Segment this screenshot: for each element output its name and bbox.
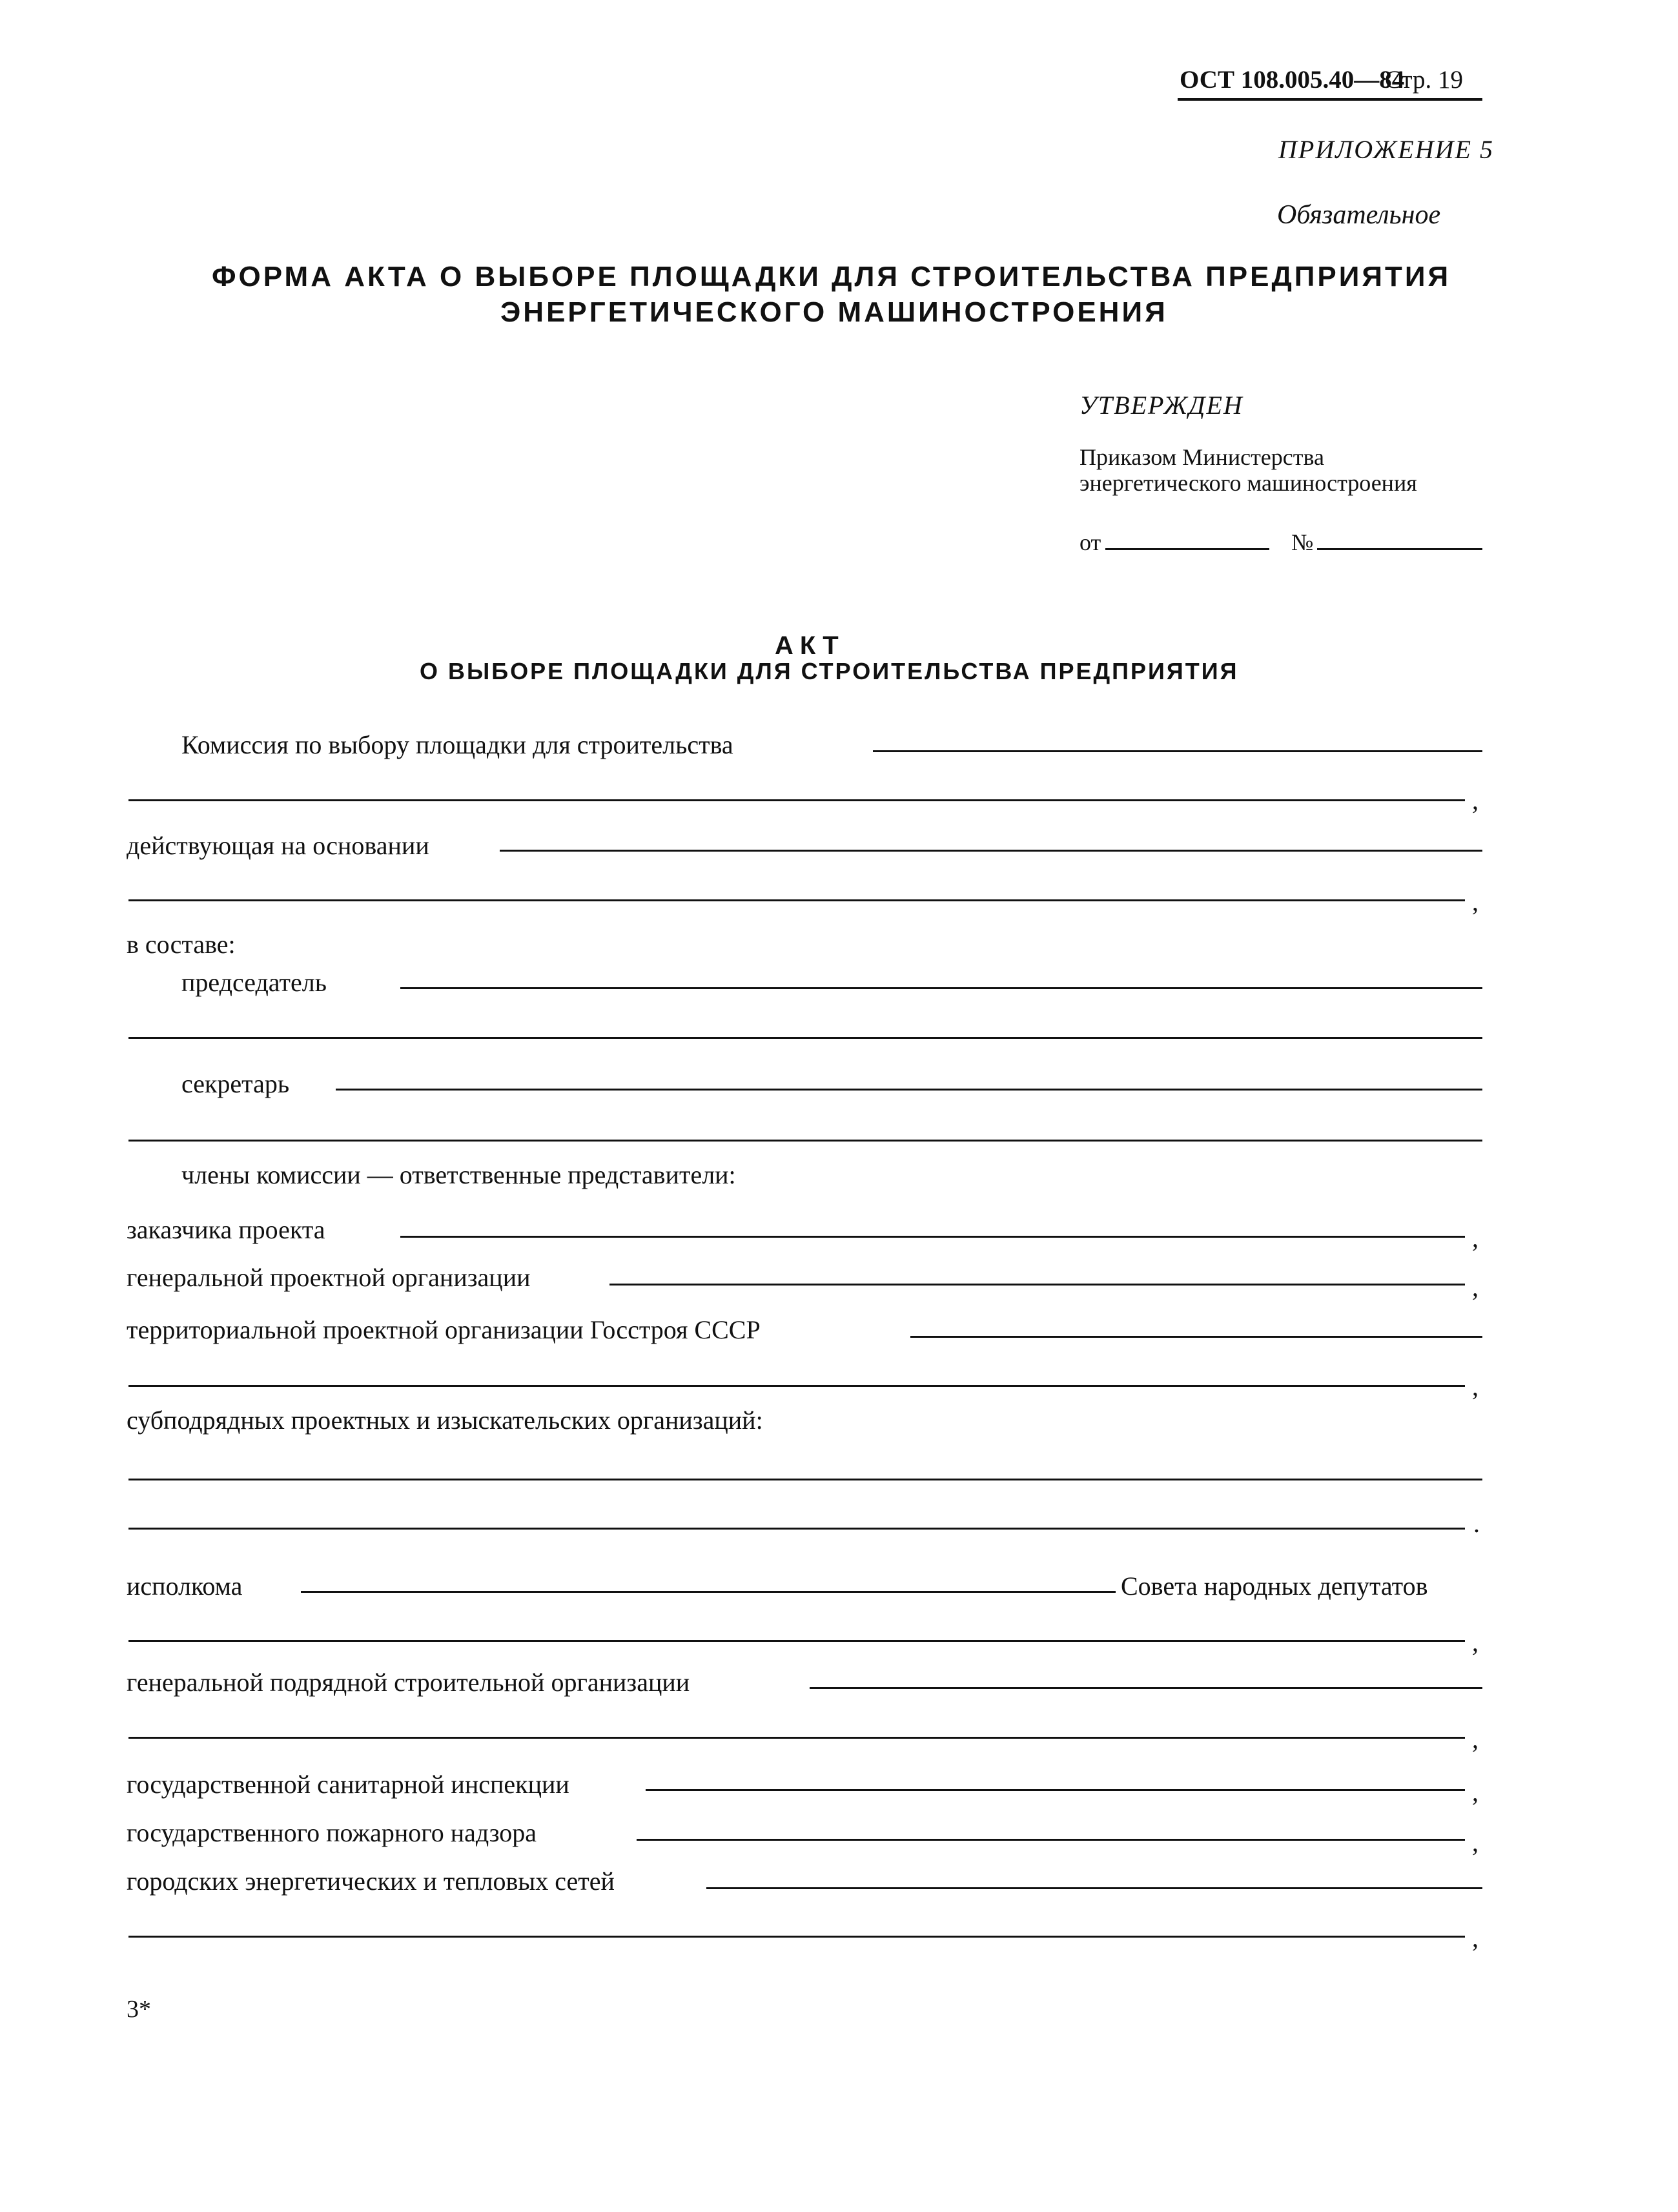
subcontract-orgs-label: субподрядных проектных и изыскательских организаций: (127, 1406, 763, 1435)
approval-heading: УТВЕРЖДЕН (1079, 391, 1243, 420)
act-heading: АКТ (775, 631, 845, 660)
period: . (1473, 1509, 1480, 1538)
general-contractor-field-continued[interactable] (128, 1737, 1465, 1739)
commission-field-continued[interactable] (128, 799, 1465, 801)
signature-mark: 3* (127, 1996, 151, 2023)
approval-date-field[interactable] (1105, 548, 1269, 550)
sanitary-inspection-label: государственной санитарной инспекции (127, 1770, 569, 1799)
territorial-design-org-field[interactable] (910, 1336, 1482, 1338)
customer-label: заказчика проекта (127, 1215, 325, 1244)
form-title-line-1: ФОРМА АКТА О ВЫБОРЕ ПЛОЩАДКИ ДЛЯ СТРОИТЕЛЬСТВА ПРЕДПРИЯТИЯ (212, 261, 1451, 292)
standard-reference: ОСТ 108.005.40—84 (1180, 66, 1405, 94)
chairman-label: председатель (181, 968, 327, 997)
approval-line-2: энергетического машиностроения (1079, 470, 1417, 496)
comma: , (1472, 786, 1478, 815)
general-contractor-field[interactable] (810, 1687, 1482, 1689)
page-number: Стр. 19 (1385, 66, 1464, 94)
basis-field-continued[interactable] (128, 899, 1465, 901)
city-networks-label: городских энергетических и тепловых сетей (127, 1867, 615, 1896)
chairman-field[interactable] (400, 987, 1482, 989)
territorial-design-org-field-continued[interactable] (128, 1385, 1465, 1387)
comma: , (1472, 1725, 1478, 1754)
comma: , (1472, 1224, 1478, 1253)
form-title-line-2: ЭНЕРГЕТИЧЕСКОГО МАШИНОСТРОЕНИЯ (500, 296, 1168, 328)
sanitary-inspection-field[interactable] (646, 1789, 1465, 1791)
chairman-field-continued[interactable] (128, 1037, 1482, 1039)
city-networks-field-continued[interactable] (128, 1936, 1465, 1938)
approval-line-1: Приказом Министерства (1079, 444, 1325, 470)
comma: , (1472, 1372, 1478, 1401)
fire-supervision-field[interactable] (637, 1839, 1465, 1841)
general-design-org-field[interactable] (609, 1284, 1465, 1285)
status-label: Обязательное (1277, 200, 1441, 230)
commission-label: Комиссия по выбору площадки для строительства (181, 730, 733, 759)
city-networks-field[interactable] (706, 1887, 1482, 1889)
secretary-field[interactable] (336, 1089, 1482, 1091)
basis-field[interactable] (500, 850, 1482, 852)
composition-label: в составе: (127, 930, 236, 959)
executive-committee-field-continued[interactable] (128, 1640, 1465, 1642)
approval-date-label: от (1079, 529, 1101, 555)
header-underline (1178, 98, 1482, 101)
general-contractor-label: генеральной подрядной строительной организации (127, 1668, 690, 1697)
comma: , (1472, 1828, 1478, 1857)
executive-committee-field[interactable] (301, 1591, 1116, 1593)
subcontract-orgs-field-2[interactable] (128, 1528, 1465, 1530)
comma: , (1472, 887, 1478, 916)
approval-number-field[interactable] (1317, 548, 1482, 550)
executive-committee-label: исполкома (127, 1572, 243, 1601)
commission-field[interactable] (873, 750, 1482, 752)
secretary-label: секретарь (181, 1069, 290, 1098)
fire-supervision-label: государственного пожарного надзора (127, 1818, 537, 1847)
basis-label: действующая на основании (127, 831, 429, 860)
approval-number-label: № (1291, 529, 1314, 555)
comma: , (1472, 1273, 1478, 1302)
act-subheading: О ВЫБОРЕ ПЛОЩАДКИ ДЛЯ СТРОИТЕЛЬСТВА ПРЕДПРИЯТИЯ (420, 658, 1239, 684)
comma: , (1472, 1628, 1478, 1657)
comma: , (1472, 1777, 1478, 1807)
customer-field[interactable] (400, 1236, 1465, 1238)
general-design-org-label: генеральной проектной организации (127, 1263, 531, 1292)
comma: , (1472, 1923, 1478, 1952)
territorial-design-org-label: территориальной проектной организации Госстроя СССР (127, 1315, 761, 1344)
secretary-field-continued[interactable] (128, 1140, 1482, 1142)
appendix-label: ПРИЛОЖЕНИЕ 5 (1278, 135, 1494, 164)
council-label: Совета народных депутатов (1121, 1572, 1428, 1601)
subcontract-orgs-field-1[interactable] (128, 1479, 1482, 1480)
members-label: члены комиссии — ответственные представители: (181, 1160, 736, 1189)
